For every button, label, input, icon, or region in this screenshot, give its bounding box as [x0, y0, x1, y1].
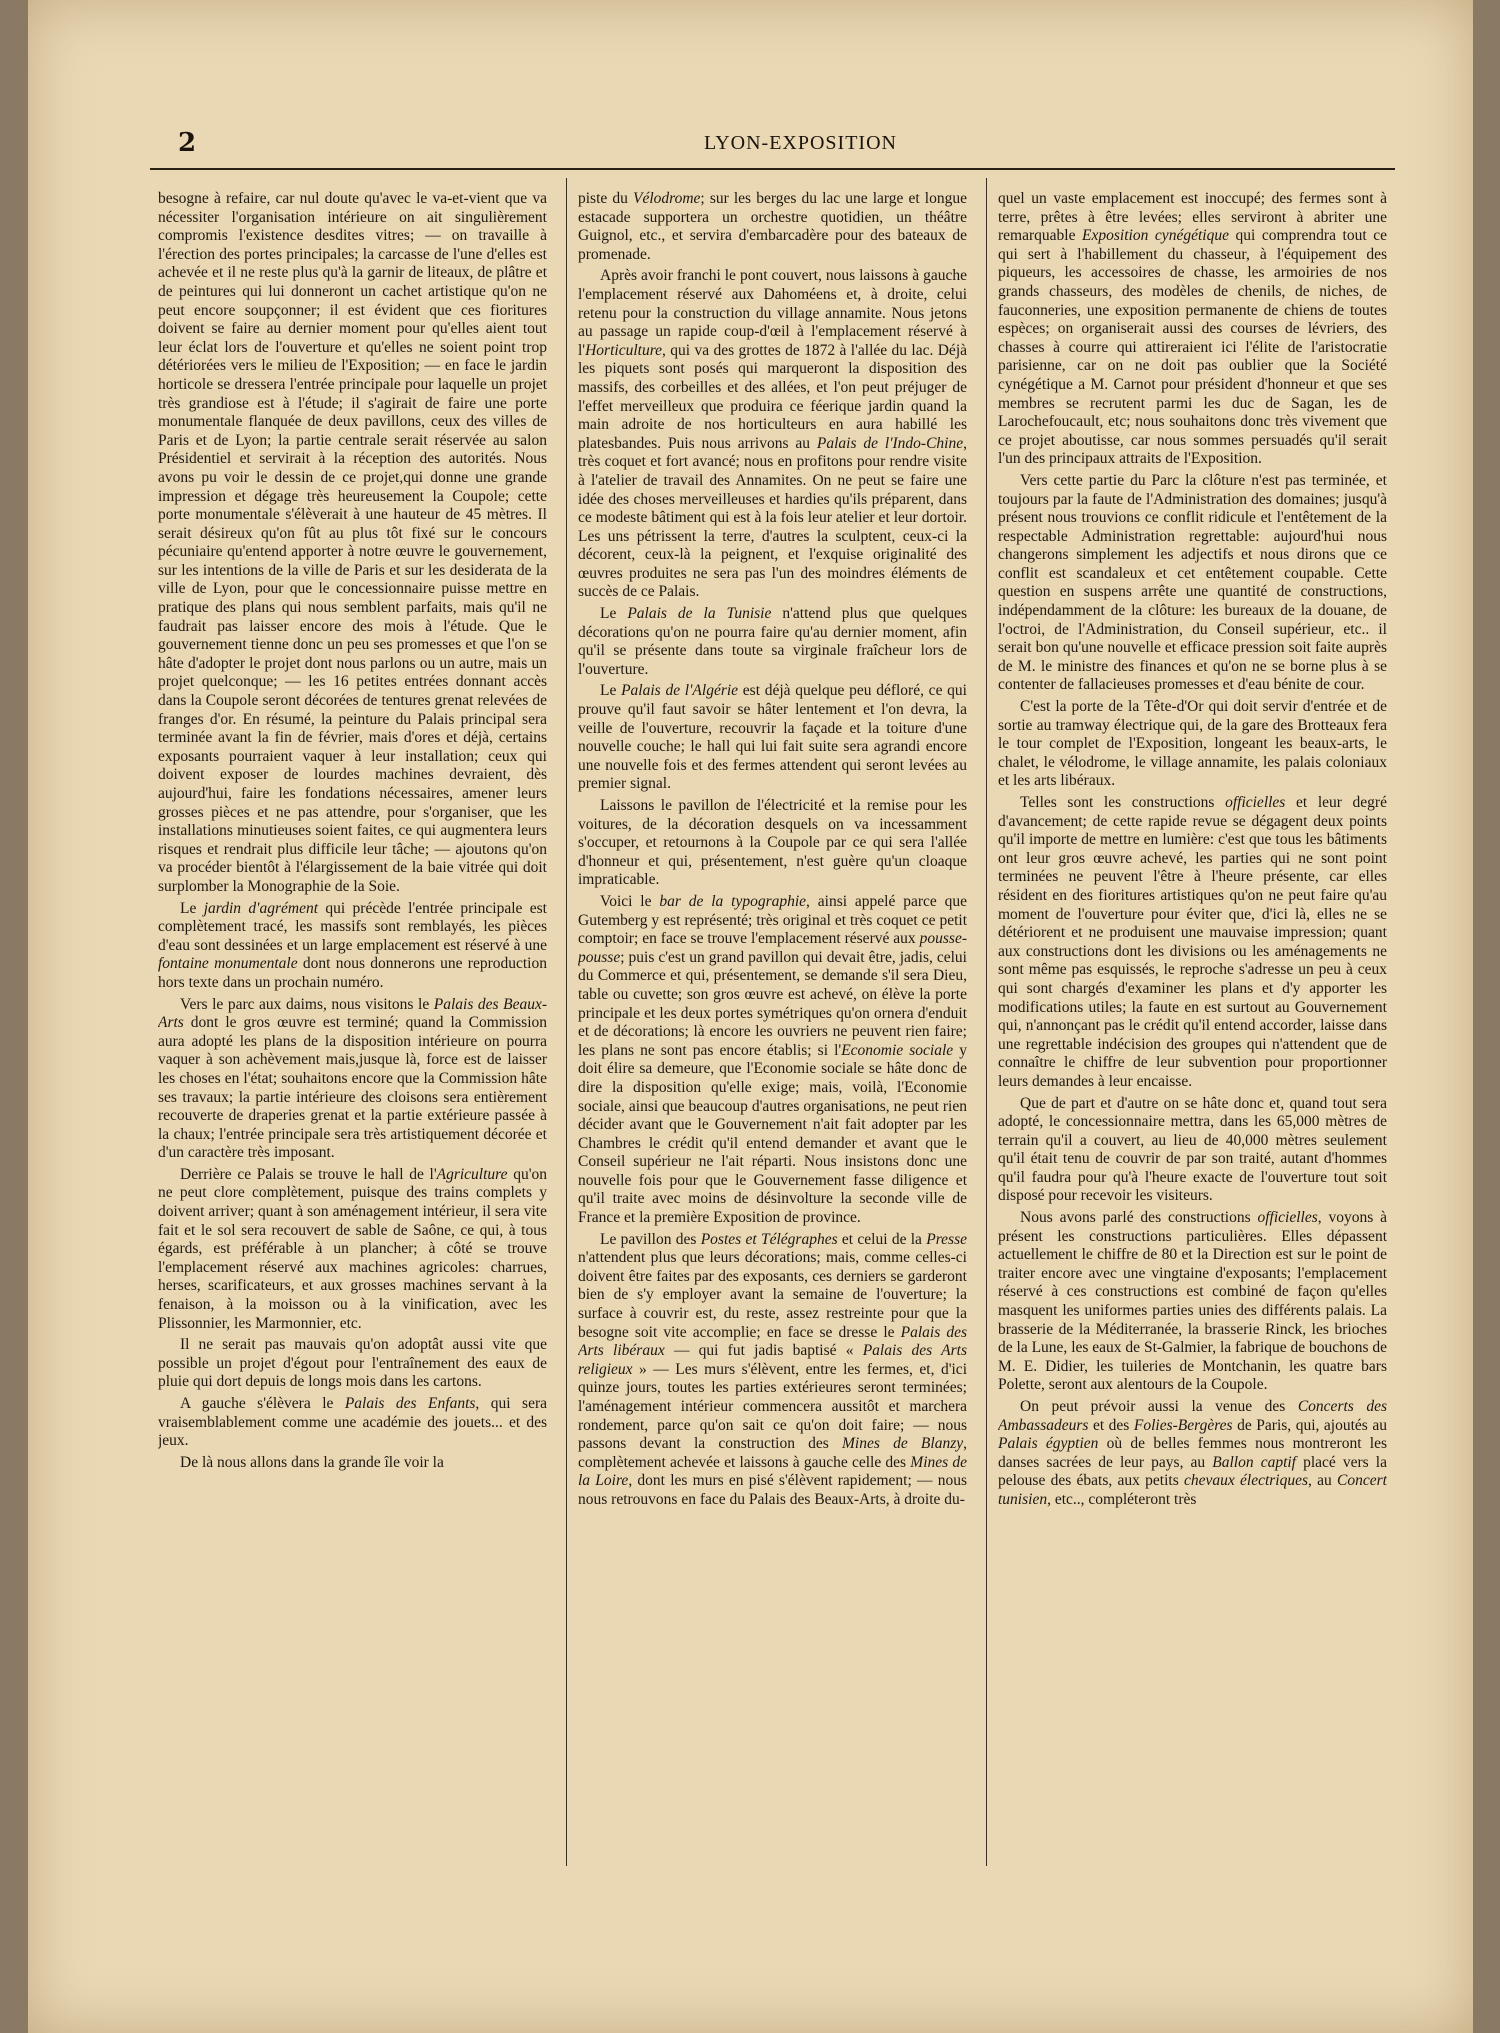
article-paragraph: Le pavillon des Postes et Télégraphes et celui de la Presse n'attendent plus que leurs décorations; mais, comme celles-ci doivent être faites par des exposants, ces derniers se garderont bien de s'y employer avant la semaine de l'ouverture; la surface à couvrir est, du reste, assez restreinte pour que la besogne soit vite accomplie; en face se dresse le Palais des Arts libéraux — qui fut jadis baptisé « Palais des Arts religieux » — Les murs s'élèvent, entre les fermes, et, d'ici quinze jours, toutes les parties extérieures seront terminées; l'aménagement intérieur commencera aussitôt et marchera rondement, parce qu'on sait ce qu'on doit faire; — nous passons devant la construction des Mines de Blanzy, complètement achevée et laissons à gauche celle des Mines de la Loire, dont les murs en pisé s'élèvent rapidement; — nous nous retrouvons en face du Palais des Beaux-Arts, à droite du-: [578, 1230, 967, 1508]
article-paragraph: Telles sont les constructions officielles et leur degré d'avancement; de cette rapide revue se dégagent deux points qu'il importe de mettre en lumière: c'est que tous les bâtiments ont leur gros œuvre achevé, les parties qui ne sont point terminées ne peuvent l'être à l'heure présente, car elles résident en des fioritures artistiques qu'on ne peut faire qu'au moment de l'ouverture pour éviter que, d'ici là, elles ne se détériorent et ne produisent une mauvaise impression; quant aux constructions dont les divisions ou les aménagements ne sont même pas esquissés, le reproche s'adresse un peu à ceux qui sont chargés d'examiner les plans et d'y apporter les modifications utiles; la faute en est surtout au Gouvernement qui, n'annonçant pas le crédit qu'il entend accorder, laisse dans une regrettable indécision des groupes qui n'attendent que de connaître le chiffre de leur subvention pour proportionner leurs demandes à leur encaisse.: [998, 794, 1387, 1090]
article-paragraph: C'est la porte de la Tête-d'Or qui doit servir d'entrée et de sortie au tramway électrique qui, de la gare des Brotteaux fera le tour complet de l'Exposition, longeant les beaux-arts, le chalet, le vélodrome, le village annamite, les palais coloniaux et les arts libéraux.: [998, 698, 1387, 790]
journal-title: LYON-EXPOSITION: [704, 132, 897, 154]
article-paragraph: Derrière ce Palais se trouve le hall de l'Agriculture qu'on ne peut clore complètement, puisque des trains complets y doivent arriver; quant à son aménagement intérieur, il sera vite fait et le sol sera recouvert de sable de Saône, ce qui, à tous égards, est préférable à un plancher; à côté se trouve l'emplacement réservé aux machines agricoles: charrues, herses, scarificateurs, et aux grosses machines servant à la fenaison, à la moisson ou à la vinification, avec les Plissonnier, les Marmonnier, etc.: [158, 1165, 547, 1332]
article-paragraph: Le Palais de la Tunisie n'attend plus que quelques décorations qu'on ne pourra faire qu'au dernier moment, afin qu'il se présente dans toute sa virginale fraîcheur lors de l'ouverture.: [578, 605, 967, 678]
article-paragraph: Voici le bar de la typographie, ainsi appelé parce que Gutemberg y est représenté; très original et très coquet ce petit comptoir; en face se trouve l'emplacement réservé aux pousse-pousse; puis c'est un grand pavillon qui devait être, jadis, celui du Commerce et qui, présentement, se demande s'il sera Dieu, table ou cuvette; son gros œuvre est achevé, on élève la porte principale et les deux portes symétriques qu'on ornera d'enduit et de décorations; là encore les ouvriers ne peuvent rien faire; les plans ne sont pas encore établis; si l'Economie sociale y doit élire sa demeure, que l'Economie sociale se hâte donc de dire la disposition qu'elle exige; mais, voilà, l'Economie sociale, ainsi que beaucoup d'autres organisations, ne peut rien décider avant que le Gouvernement n'ait fait adopter par les Chambres le crédit qu'il entend demander et avant que le Conseil supérieur ne l'ait réparti. Nous insistons donc une nouvelle fois pour que le Gouvernement fasse diligence et qu'il traite avec moins de désinvolture la seconde ville de France et la première Exposition de province.: [578, 892, 967, 1227]
article-paragraph: Vers le parc aux daims, nous visitons le Palais des Beaux-Arts dont le gros œuvre est terminé; quand la Commission aura adopté les plans de la disposition intérieure on pourra vaquer à son achèvement mais,jusque là, force est de laisser les choses en l'état; souhaitons encore que la Commission hâte ses travaux; la partie intérieure des cloisons sera entièrement recouverte de draperies grenat et la partie extérieure passée à la chaux; l'entrée principale sera très artistiquement décorée et d'un caractère très imposant.: [158, 995, 547, 1162]
page-header: [178, 128, 1423, 162]
article-paragraph: Nous avons parlé des constructions officielles, voyons à présent les constructions particulières. Elles dépassent actuellement le chiffre de 80 et la Direction est sur le point de traiter encore avec une vingtaine d'exposants; l'emplacement réservé à ces constructions est combiné de façon qu'elles masquent les uniformes parties unies des différents palais. La brasserie de la Méditerranée, la brasserie Rinck, les brioches de la Lune, les eaux de St-Galmier, la fabrique de bouchons de M. E. Didier, les tuileries de Montchanin, les quatre bars Polette, seront aux alentours de la Coupole.: [998, 1209, 1387, 1394]
article-paragraph: Le jardin d'agrément qui précède l'entrée principale est complètement tracé, les massifs sont remblayés, les pièces d'eau sont dessinées et un large emplacement est réservé à une fontaine monumentale dont nous donnerons une reproduction hors texte dans un prochain numéro.: [158, 899, 547, 991]
article-paragraph: Après avoir franchi le pont couvert, nous laissons à gauche l'emplacement réservé aux Dahoméens et, à droite, celui retenu pour la construction du village annamite. Nous jetons au passage un rapide coup-d'œil à l'emplacement réservé à l'Horticulture, qui va des grottes de 1872 à l'allée du lac. Déjà les piquets sont posés qui marqueront la disposition des massifs, des corbeilles et des allées, et l'on peut préjuger de l'effet merveilleux que produira ce féerique jardin quand la main adroite de nos horticulteurs en aura habillé les platesbandes. Puis nous arrivons au Palais de l'Indo-Chine, très coquet et fort avancé; nous en profitons pour rendre visite à l'atelier de travail des Annamites. On ne peut se faire une idée des choses merveilleuses et hardies qu'ils préparent, dans ce modeste bâtiment qui est à la fois leur atelier et leur dortoir. Les uns pétrissent la terre, d'autres la sculptent, ceux-ci la décorent, ceux-là la peignent, et l'exquise originalité des œuvres produites ne sera pas l'un des moindres éléments de succès de ce Palais.: [578, 267, 967, 601]
page-number: 2: [178, 128, 197, 158]
article-paragraph: On peut prévoir aussi la venue des Concerts des Ambassadeurs et des Folies-Bergères de Paris, qui, ajoutés au Palais égyptien où de belles femmes nous montreront les danses sacrées de leur pays, au Ballon captif placé vers la pelouse des ébats, aux petits chevaux électriques, au Concert tunisien, etc.., compléteront très: [998, 1398, 1387, 1508]
column-divider: [566, 178, 567, 1866]
column-divider: [986, 178, 987, 1866]
article-paragraph: Laissons le pavillon de l'électricité et la remise pour les voitures, de la décoration desquels on va incessamment s'occuper, et retournons à la Coupole par ce qui sera l'allée d'honneur et qui, présentement, n'est guère qu'un cloaque impraticable.: [578, 797, 967, 889]
header-rule: [150, 168, 1395, 170]
article-paragraph: Le Palais de l'Algérie est déjà quelque peu défloré, ce qui prouve qu'il faut savoir se hâter lentement et l'on devra, la veille de l'ouverture, recouvrir la façade et la toiture d'une nouvelle couche; le hall qui lui fait suite sera agrandi encore une nouvelle fois et des fermes attendent qui seront levées au premier signal.: [578, 682, 967, 793]
article-column-2: [578, 190, 967, 1850]
article-paragraph: De là nous allons dans la grande île voir la: [180, 1453, 444, 1471]
article-paragraph: piste du Vélodrome; sur les berges du lac une large et longue estacade supportera un orchestre quotidien, un théâtre Guignol, etc., et servira d'embarcadère pour des bateaux de promenade.: [578, 190, 967, 263]
article-column-1: [158, 190, 547, 1850]
article-paragraph: Que de part et d'autre on se hâte donc et, quand tout sera adopté, le concessionnaire mettra, dans les 65,000 mètres de terrain qu'il a couvert, au lieu de 40,000 mètres seulement qu'il était tenu de couvrir de par son traité, autant d'hommes qu'il faudra pour qu'à l'heure exacte de l'ouverture tout soit disposé pour recevoir les visiteurs.: [998, 1094, 1387, 1205]
article-paragraph: quel un vaste emplacement est inoccupé; des fermes sont à terre, prêtes à être levées; elles serviront à abriter une remarquable Exposition cynégétique qui comprendra tout ce qui sert à l'habillement du chasseur, à l'équipement des piqueurs, les accessoires de chasse, les armoiries de nos grands chasseurs, des modèles de chenils, de niches, de fauconneries, une exposition permanente de chiens de toutes espèces; on organiserait aussi des courses de lévriers, des chasses à courre qui attireraient ici l'élite de l'aristocratie parisienne, car on ne doit pas oublier que la Société cynégétique a M. Carnot pour président d'honneur et que ses membres se recrutent parmi les duc de Sagan, les de Larochefoucault, etc; nous souhaitons donc très vivement que ce projet aboutisse, car nous sommes persuadés qu'il serait l'un des principaux attraits de l'Exposition.: [998, 190, 1387, 468]
article-paragraph: Vers cette partie du Parc la clôture n'est pas terminée, et toujours par la faute de l'Administration des domaines; jusqu'à présent nous trouvions ce conflit ridicule et l'entêtement de la respectable Administration regrettable: aujourd'hui nous changerons simplement les adjectifs et nous dirons que ce conflit est scandaleux et cet entêtement coupable. Cette question en suspens arrête une quantité de constructions, indépendamment de la clôture: les bureaux de la douane, de l'octroi, de l'Administration, du Conseil supérieur, etc.. il serait bon qu'une nouvelle et efficace pression soit faite auprès de M. le ministre des finances et qu'on ne se borne plus à se contenter de fallacieuses promesses et d'eau bénite de cour.: [998, 471, 1387, 694]
article-paragraph: besogne à refaire, car nul doute qu'avec le va-et-vient que va nécessiter l'organisation intérieure on ait singulièrement compromis l'existence desdites vitres; — on travaille à l'érection des portes principales; la carcasse de l'une d'elles est achevée et il ne reste plus qu'à la garnir de liteaux, de plâtre et de peintures qui lui donneront un cachet artistique qu'on ne peut encore soupçonner; il est évident que ces fioritures doivent se faire au dernier moment pour qu'elles aient tout leur éclat lors de l'ouverture et qu'elles ne soient point trop détériorées vers le milieu de l'Exposition; — en face le jardin horticole se dressera l'entrée principale pour laquelle un projet très grandiose est à l'étude; il s'agirait de faire une porte monumentale flanquée de deux pavillons, ceux des villes de Paris et de Lyon; la partie centrale serait réservée au salon Présidentiel et servirait à la réception des autorités. Nous avons pu voir le dessin de ce projet,qui donne une grande impression et dégage très heureusement la Coupole; cette porte monumentale s'élèverait à une hauteur de 45 mètres. Il serait désireux qu'on fût au plus tôt fixé sur le concours pécuniaire qu'entend apporter à notre œuvre le gouvernement, sur les intentions de la ville de Paris et sur les desiderata de la ville de Lyon, pour que le concessionnaire puisse mettre en pratique des plans qui nous semblent parfaits, mais qu'il ne faudrait pas laisser encore des mois à l'étude. Que le gouvernement tienne donc un peu ses promesses et que l'on se hâte d'adopter le projet dont nous parlons ou un autre, mais un projet quelconque; — les 16 petites entrées donnant accès dans la Coupole seront décorées de tentures grenat relevées de franges d'or. En résumé, la peinture du Palais principal sera terminée avant la fin de février, mais d'ores et déjà, certains exposants pourraient vaquer à leur installation; ceux qui doivent exposer de lourdes machines devraient, dès aujourd'hui, faire les fondations nécessaires, amener leurs grosses pièces et ne pas attendre, pour s'organiser, que les installations minutieuses soient faites, ce qui augmentera leurs risques et rendrait plus difficile leur tâche; — ajoutons qu'on va procéder bientôt à l'élargissement de la baie vitrée qui doit surplomber la Monographie de la Soie.: [158, 190, 547, 895]
article-column-3: [998, 190, 1387, 1850]
article-paragraph: Il ne serait pas mauvais qu'on adoptât aussi vite que possible un projet d'égout pour l'entraînement des eaux de pluie qui dort depuis de longs mois dans les cartons.: [158, 1336, 547, 1391]
article-paragraph: A gauche s'élèvera le Palais des Enfants, qui sera vraisemblablement comme une académie des jouets... et des jeux.: [158, 1395, 547, 1450]
